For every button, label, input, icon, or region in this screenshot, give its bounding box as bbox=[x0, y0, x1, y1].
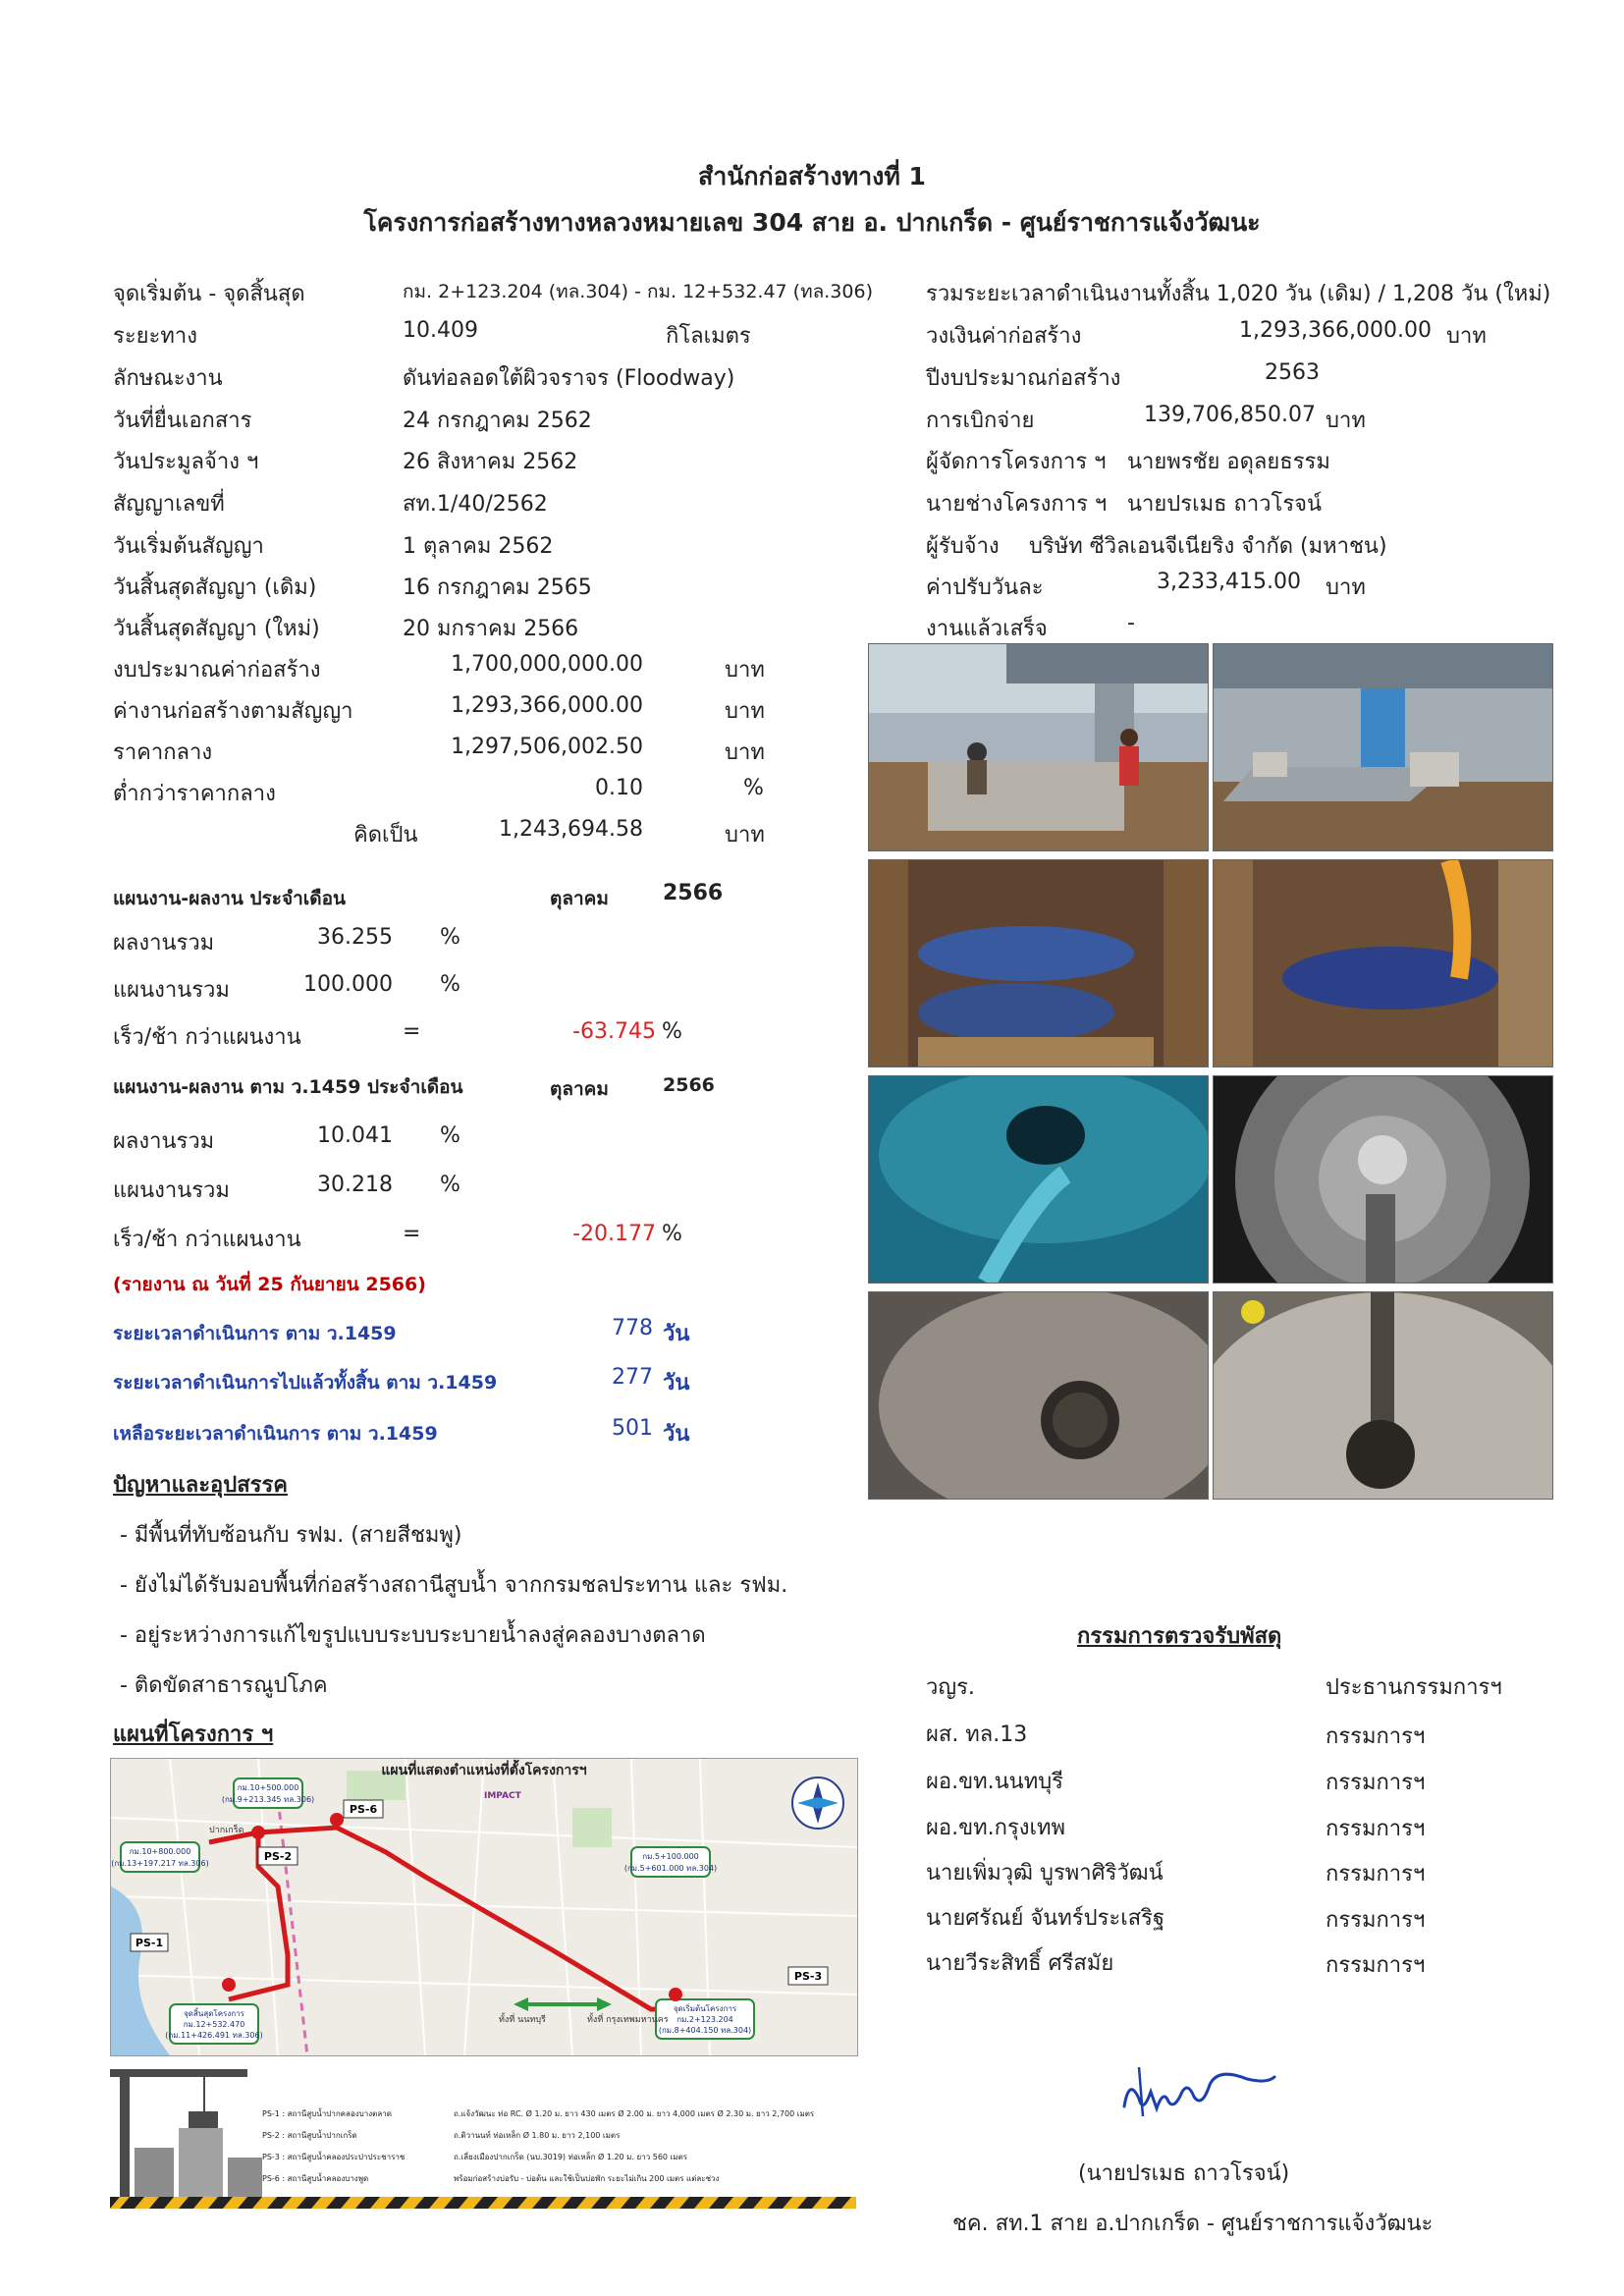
problem-item: - ยังไม่ได้รับมอบพื้นที่ก่อสร้างสถานีสูบน้ำ จากกรมชลประทาน และ รฟม. bbox=[120, 1573, 788, 1598]
legend-note: ถ.แจ้งวัฒนะ ท่อ RC. Ø 1.20 ม. ยาว 430 เมตร Ø 2.00 ม. ยาว 4,000 เมตร Ø 2.30 ม. ยาว 2,700 เมตร bbox=[454, 2109, 815, 2118]
member-name: นายศรัณย์ จันทร์ประเสริฐ bbox=[926, 1906, 1165, 1931]
info-unit: บาท bbox=[1446, 324, 1487, 349]
monthly1459-year: 2566 bbox=[663, 1074, 715, 1096]
info-value: 16 กรกฎาคม 2565 bbox=[403, 575, 592, 600]
diff-value: -63.745 bbox=[572, 1019, 656, 1044]
budget-label: งบประมาณค่าก่อสร้าง bbox=[113, 658, 321, 683]
budget-value: 0.10 bbox=[595, 776, 643, 800]
budget-unit: บาท bbox=[725, 699, 765, 724]
progress-value: 36.255 bbox=[317, 925, 393, 950]
legend-note: พร้อมก่อสร้างบ่อรับ - บ่อต้น และใช้เป็นบ่อพัก ระยะไม่เกิน 200 เมตร แต่ละช่วง bbox=[454, 2174, 720, 2183]
info-label: วันสิ้นสุดสัญญา (ใหม่) bbox=[113, 617, 320, 641]
monthly-month: ตุลาคม bbox=[550, 888, 609, 909]
problem-item: - อยู่ระหว่างการแก้ไขรูปแบบระบบระบายน้ำลงสู่คลองบางตลาด bbox=[120, 1623, 706, 1648]
info-value: สท.1/40/2562 bbox=[403, 492, 548, 517]
budget-unit: บาท bbox=[725, 823, 765, 847]
problems-title: ปัญหาและอุปสรรค bbox=[113, 1473, 288, 1498]
budget-value: 1,700,000,000.00 bbox=[451, 652, 643, 677]
district-label: ปากเกร็ด bbox=[209, 1826, 244, 1835]
progress-unit: % bbox=[440, 1123, 460, 1148]
legend-item: PS-3 : สถานีสูบน้ำคลองประปาประชาราช bbox=[262, 2153, 406, 2161]
construction-photo-4 bbox=[1213, 859, 1553, 1067]
progress-label: ผลงานรวม bbox=[113, 931, 215, 956]
plan-label: แผนงานรวม bbox=[113, 978, 230, 1003]
duration-value: 501 bbox=[612, 1416, 653, 1441]
plan-label: แผนงานรวม bbox=[113, 1178, 230, 1203]
km-callout: กม.2+123.204 bbox=[677, 2015, 733, 2024]
info-label: ระยะทาง bbox=[113, 324, 197, 349]
map-title: แผนที่แสดงตำแหน่งที่ตั้งโครงการฯ bbox=[381, 1763, 587, 1778]
station-label: PS-3 bbox=[793, 1970, 823, 1983]
signer-position: ชค. สท.1 สาย อ.ปากเกร็ด - ศูนย์ราชการแจ้งวัฒนะ bbox=[952, 2212, 1434, 2236]
problem-item: - มีพื้นที่ทับซ้อนกับ รฟม. (สายสีชมพู) bbox=[120, 1523, 462, 1548]
duration-value: 778 bbox=[612, 1316, 653, 1340]
monthly-title: แผนงาน-ผลงาน ประจำเดือน bbox=[113, 888, 347, 909]
construction-photo-2 bbox=[1213, 643, 1553, 851]
progress-value: 10.041 bbox=[317, 1123, 393, 1148]
budget-label: ต่ำกว่าราคากลาง bbox=[113, 782, 276, 806]
info-label: วันเริ่มต้นสัญญา bbox=[113, 534, 264, 559]
km-callout: (กม.8+404.150 ทล.304) bbox=[658, 2026, 752, 2035]
member-name: ผอ.ขท.กรุงเทพ bbox=[926, 1816, 1066, 1840]
info-unit: บาท bbox=[1326, 409, 1366, 433]
budget-unit: บาท bbox=[725, 658, 765, 683]
member-role: กรรมการฯ bbox=[1326, 1771, 1426, 1795]
info-unit: บาท bbox=[1326, 575, 1366, 600]
info-label: การเบิกจ่าย bbox=[926, 409, 1035, 433]
station-label: PS-1 bbox=[135, 1937, 164, 1949]
legend-note: ถ.เลี่ยงเมืองปากเกร็ด (นบ.3019) ท่อเหล็ก Ø 1.20 ม. ยาว 560 เมตร bbox=[454, 2153, 688, 2161]
station-label: PS-2 bbox=[263, 1850, 293, 1863]
plan-value: 30.218 bbox=[317, 1173, 393, 1197]
km-callout: (กม.13+197.217 ทล.306) bbox=[111, 1859, 209, 1868]
progress-label: ผลงานรวม bbox=[113, 1129, 215, 1154]
plan-unit: % bbox=[440, 972, 460, 997]
info-label: จุดเริ่มต้น - จุดสิ้นสุด bbox=[113, 282, 305, 306]
info-value: บริษัท ซีวิลเอนจีเนียริง จำกัด (มหาชน) bbox=[1029, 534, 1387, 559]
plan-value: 100.000 bbox=[303, 972, 393, 997]
diff-label: เร็ว/ช้า กว่าแผนงาน bbox=[113, 1228, 301, 1252]
info-label: ลักษณะงาน bbox=[113, 366, 223, 391]
map-pin-icon bbox=[251, 1826, 265, 1839]
legend-item: PS-2 : สถานีสูบน้ำปากเกร็ด bbox=[262, 2131, 357, 2140]
map-pin-icon bbox=[669, 1988, 682, 2001]
info-unit: กิโลเมตร bbox=[666, 324, 751, 349]
member-name: ผส. ทล.13 bbox=[926, 1722, 1028, 1747]
info-value: นายปรเมธ ถาวโรจน์ bbox=[1127, 492, 1323, 517]
report-date: (รายงาน ณ วันที่ 25 กันยายน 2566) bbox=[113, 1274, 426, 1295]
total-duration: รวมระยะเวลาดำเนินงานทั้งสิ้น 1,020 วัน (เดิม) / 1,208 วัน (ใหม่) bbox=[926, 282, 1551, 306]
info-value: 10.409 bbox=[403, 318, 478, 343]
info-label: วันสิ้นสุดสัญญา (เดิม) bbox=[113, 575, 317, 600]
info-value: ดันท่อลอดใต้ผิวจราจร (Floodway) bbox=[403, 366, 735, 391]
map-section-title: แผนที่โครงการ ฯ bbox=[113, 1722, 274, 1747]
province-label: ทั้งที่ นนทบุรี bbox=[499, 2015, 546, 2025]
info-value: กม. 2+123.204 (ทล.304) - กม. 12+532.47 (ทล.306) bbox=[403, 281, 873, 302]
duration-unit: วัน bbox=[663, 1322, 690, 1346]
committee-title: กรรมการตรวจรับพัสดุ bbox=[1077, 1624, 1282, 1649]
budget-unit: บาท bbox=[725, 740, 765, 765]
member-name: นายวีระสิทธิ์ ศรีสมัย bbox=[926, 1951, 1114, 1976]
km-callout: กม.12+532.470 bbox=[183, 2020, 245, 2029]
budget-value: 1,293,366,000.00 bbox=[451, 693, 643, 718]
member-name: วญร. bbox=[926, 1675, 975, 1700]
plan-unit: % bbox=[440, 1173, 460, 1197]
signer-name: (นายปรเมธ ถาวโรจน์) bbox=[1078, 2161, 1290, 2186]
diff-value: -20.177 bbox=[572, 1222, 656, 1246]
diff-label: เร็ว/ช้า กว่าแผนงาน bbox=[113, 1025, 301, 1050]
info-value: 26 สิงหาคม 2562 bbox=[403, 450, 578, 474]
duration-value: 277 bbox=[612, 1365, 653, 1390]
duration-label: ระยะเวลาดำเนินการไปแล้วทั้งสิ้น ตาม ว.1459 bbox=[113, 1372, 498, 1394]
monthly-year: 2566 bbox=[663, 881, 724, 905]
info-value: 20 มกราคม 2566 bbox=[403, 617, 579, 641]
monthly1459-month: ตุลาคม bbox=[550, 1078, 609, 1100]
info-label: ผู้รับจ้าง bbox=[926, 534, 1000, 559]
budget-value: 1,243,694.58 bbox=[499, 817, 643, 842]
member-role: ประธานกรรมการฯ bbox=[1326, 1675, 1502, 1700]
member-name: นายเพิ่มวุฒิ บูรพาศิริวัฒน์ bbox=[926, 1861, 1164, 1886]
diff-eq: = bbox=[403, 1222, 421, 1246]
info-value: นายพรชัย อดุลยธรรม bbox=[1127, 450, 1330, 474]
budget-label: ค่างานก่อสร้างตามสัญญา bbox=[113, 699, 353, 724]
diff-eq: = bbox=[403, 1019, 421, 1044]
legend-note: ถ.ติวานนท์ ท่อเหล็ก Ø 1.80 ม. ยาว 2,100 เมตร bbox=[454, 2131, 621, 2140]
info-label: สัญญาเลขที่ bbox=[113, 492, 225, 517]
info-value: 1 ตุลาคม 2562 bbox=[403, 534, 554, 559]
member-role: กรรมการฯ bbox=[1326, 1862, 1426, 1886]
office-title: สำนักก่อสร้างทางที่ 1 bbox=[698, 162, 926, 191]
monthly1459-title: แผนงาน-ผลงาน ตาม ว.1459 ประจำเดือน bbox=[113, 1076, 463, 1098]
duration-label: ระยะเวลาดำเนินการ ตาม ว.1459 bbox=[113, 1323, 397, 1344]
info-value: 139,706,850.07 bbox=[1144, 403, 1316, 427]
info-label: วันประมูลจ้าง ฯ bbox=[113, 450, 259, 474]
member-name: ผอ.ขท.นนทบุรี bbox=[926, 1770, 1063, 1794]
member-role: กรรมการฯ bbox=[1326, 1724, 1426, 1749]
info-label: วงเงินค่าก่อสร้าง bbox=[926, 324, 1082, 349]
province-label: ทั้งที่ กรุงเทพมหานคร bbox=[587, 2015, 669, 2025]
km-callout: กม.10+500.000 bbox=[237, 1783, 299, 1792]
construction-photo-8 bbox=[1213, 1291, 1553, 1500]
diff-unit: % bbox=[662, 1222, 682, 1246]
budget-value: 1,297,506,002.50 bbox=[451, 735, 643, 759]
info-label: ผู้จัดการโครงการ ฯ bbox=[926, 450, 1107, 474]
km-callout: กม.5+100.000 bbox=[642, 1852, 699, 1861]
legend-item: PS-1 : สถานีสูบน้ำปากคลองบางตลาด bbox=[262, 2109, 392, 2118]
diff-unit: % bbox=[662, 1019, 682, 1044]
member-role: กรรมการฯ bbox=[1326, 1953, 1426, 1978]
duration-label: เหลือระยะเวลาดำเนินการ ตาม ว.1459 bbox=[113, 1423, 438, 1445]
impact-label: IMPACT bbox=[484, 1791, 521, 1801]
project-title: โครงการก่อสร้างทางหลวงหมายเลข 304 สาย อ. ปากเกร็ด - ศูนย์ราชการแจ้งวัฒนะ bbox=[363, 208, 1261, 237]
info-value: 24 กรกฎาคม 2562 bbox=[403, 409, 592, 433]
handwritten-signature bbox=[1100, 2038, 1296, 2136]
member-role: กรรมการฯ bbox=[1326, 1908, 1426, 1933]
progress-unit: % bbox=[440, 925, 460, 950]
member-role: กรรมการฯ bbox=[1326, 1817, 1426, 1841]
info-label: งานแล้วเสร็จ bbox=[926, 617, 1048, 641]
km-callout: จุดเริ่มต้นโครงการ bbox=[673, 2004, 737, 2013]
construction-photo-6 bbox=[1213, 1075, 1553, 1284]
info-label: วันที่ยื่นเอกสาร bbox=[113, 409, 252, 433]
km-callout: (กม.9+213.345 ทล.306) bbox=[221, 1795, 315, 1804]
budget-label: ราคากลาง bbox=[113, 740, 213, 765]
info-value: 1,293,366,000.00 bbox=[1239, 318, 1432, 343]
duration-unit: วัน bbox=[663, 1371, 690, 1395]
info-label: นายช่างโครงการ ฯ bbox=[926, 492, 1108, 517]
legend-item: PS-6 : สถานีสูบน้ำคลองบางพูด bbox=[262, 2174, 369, 2183]
info-label: ค่าปรับวันละ bbox=[926, 575, 1044, 600]
info-label: ปีงบประมาณก่อสร้าง bbox=[926, 366, 1121, 391]
info-value: 2563 bbox=[1265, 360, 1320, 385]
map-pin-icon bbox=[222, 1978, 236, 1992]
duration-unit: วัน bbox=[663, 1422, 690, 1447]
km-callout: จุดสิ้นสุดโครงการ bbox=[184, 2009, 244, 2018]
construction-photo-7 bbox=[868, 1291, 1209, 1500]
map-legend bbox=[110, 2059, 856, 2209]
info-value: 3,233,415.00 bbox=[1157, 570, 1301, 594]
project-map bbox=[110, 1758, 858, 2056]
km-callout: (กม.11+426.491 ทล.306) bbox=[165, 2031, 263, 2040]
problem-item: - ติดขัดสาธารณูปโภค bbox=[120, 1673, 328, 1698]
budget-label: คิดเป็น bbox=[353, 823, 418, 847]
budget-unit: % bbox=[743, 776, 764, 800]
info-value: - bbox=[1127, 611, 1135, 635]
km-callout: กม.10+800.000 bbox=[129, 1847, 191, 1856]
construction-photo-1 bbox=[868, 643, 1209, 851]
map-pin-icon bbox=[330, 1813, 344, 1827]
km-callout: (กม.5+601.000 ทล.304) bbox=[623, 1864, 718, 1873]
construction-photo-3 bbox=[868, 859, 1209, 1067]
station-label: PS-6 bbox=[349, 1803, 378, 1816]
construction-photo-5 bbox=[868, 1075, 1209, 1284]
